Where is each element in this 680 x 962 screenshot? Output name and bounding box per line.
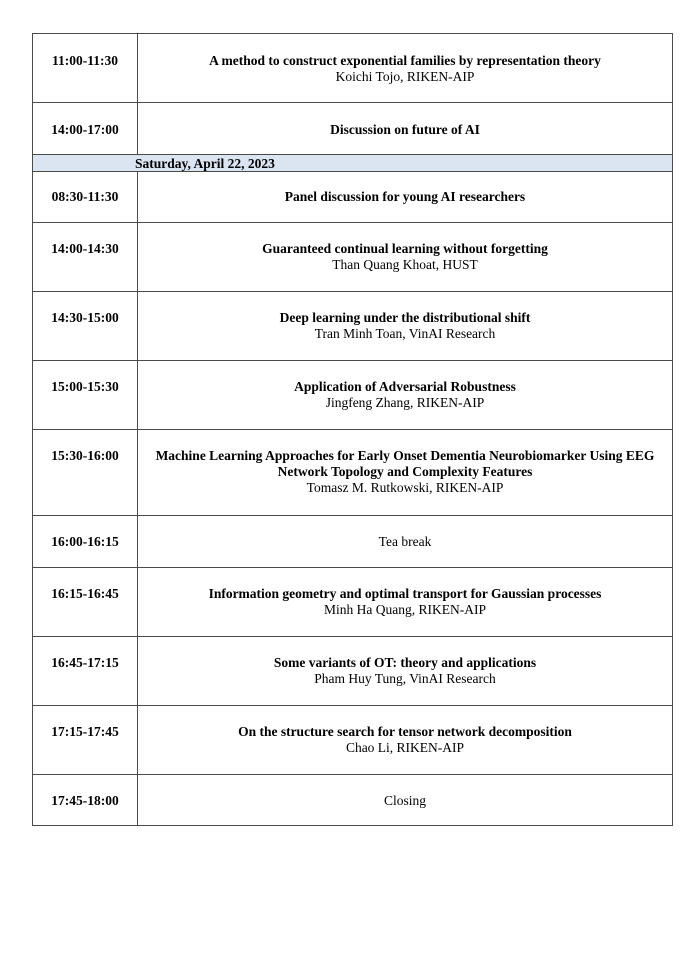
session-cell — [138, 706, 673, 775]
time-label: 16:15-16:45 — [51, 586, 119, 601]
day-header — [33, 155, 673, 172]
time-label: 15:00-15:30 — [51, 379, 119, 394]
session-title: Application of Adversarial Robustness — [294, 379, 516, 394]
session-title: Guaranteed continual learning without forgetting — [262, 241, 548, 256]
session-speaker: Tomasz M. Rutkowski, RIKEN-AIP — [306, 480, 504, 495]
table-row — [33, 292, 673, 361]
time-label: 14:30-15:00 — [51, 310, 119, 325]
table-row — [33, 775, 673, 826]
time-cell — [33, 34, 138, 103]
session-title: On the structure search for tensor network decomposition — [238, 724, 572, 739]
time-label: 14:00-14:30 — [51, 241, 119, 256]
time-cell — [33, 361, 138, 430]
table-row — [33, 223, 673, 292]
session-title: Panel discussion for young AI researchers — [284, 189, 526, 204]
table-row — [33, 706, 673, 775]
session-cell — [138, 172, 673, 223]
time-cell — [33, 172, 138, 223]
table-row — [33, 172, 673, 223]
table-row — [33, 637, 673, 706]
session-title: Deep learning under the distributional shift — [279, 310, 531, 325]
session-speaker: Jingfeng Zhang, RIKEN-AIP — [325, 395, 485, 410]
time-cell — [33, 430, 138, 516]
session-speaker: Minh Ha Quang, RIKEN-AIP — [324, 602, 486, 617]
day-header-row — [33, 155, 673, 172]
table-row — [33, 103, 673, 155]
session-cell — [138, 223, 673, 292]
session-speaker: Pham Huy Tung, VinAI Research — [314, 671, 496, 686]
table-row — [33, 568, 673, 637]
day-header-label: Saturday, April 22, 2023 — [135, 155, 275, 171]
time-label: 14:00-17:00 — [51, 122, 119, 137]
session-cell — [138, 430, 673, 516]
time-label: 17:45-18:00 — [51, 793, 119, 808]
session-speaker: Than Quang Khoat, HUST — [332, 257, 478, 272]
session-cell — [138, 103, 673, 155]
time-label: 15:30-16:00 — [51, 448, 119, 463]
session-cell — [138, 637, 673, 706]
session-cell — [138, 34, 673, 103]
time-cell — [33, 516, 138, 568]
time-cell — [33, 568, 138, 637]
time-label: 16:00-16:15 — [51, 534, 119, 549]
table-row — [33, 34, 673, 103]
time-cell — [33, 292, 138, 361]
time-label: 11:00-11:30 — [52, 53, 118, 68]
table-row — [33, 361, 673, 430]
session-cell — [138, 516, 673, 568]
session-speaker: Koichi Tojo, RIKEN-AIP — [335, 69, 475, 84]
time-cell — [33, 103, 138, 155]
schedule-table — [32, 33, 673, 826]
time-label: 17:15-17:45 — [51, 724, 119, 739]
session-title: Information geometry and optimal transport for Gaussian processes — [208, 586, 602, 601]
time-label: 16:45-17:15 — [51, 655, 119, 670]
time-cell — [33, 637, 138, 706]
session-speaker: Tran Minh Toan, VinAI Research — [314, 326, 496, 341]
session-title: Some variants of OT: theory and applications — [273, 655, 537, 670]
session-speaker: Chao Li, RIKEN-AIP — [345, 740, 465, 755]
time-cell — [33, 223, 138, 292]
session-cell — [138, 568, 673, 637]
time-label: 08:30-11:30 — [51, 189, 119, 204]
session-title: Discussion on future of AI — [330, 122, 480, 137]
time-cell — [33, 775, 138, 826]
session-cell — [138, 775, 673, 826]
session-title: A method to construct exponential families by representation theory — [209, 53, 601, 68]
table-row — [33, 516, 673, 568]
session-cell — [138, 361, 673, 430]
table-row — [33, 430, 673, 516]
session-plain-text: Closing — [383, 793, 426, 808]
session-cell — [138, 292, 673, 361]
session-plain-text: Tea break — [378, 534, 432, 549]
session-title: Machine Learning Approaches for Early Onset Dementia Neurobiomarker Using EEG Network Topology and Complexity Features — [155, 448, 655, 479]
time-cell — [33, 706, 138, 775]
